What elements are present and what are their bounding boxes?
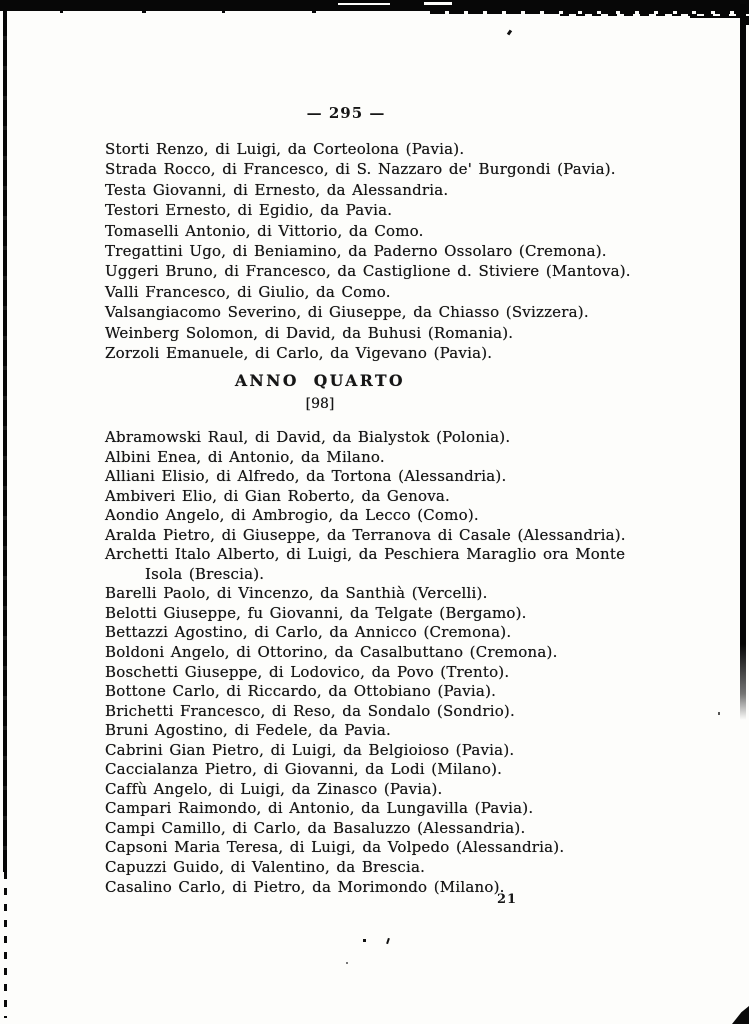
list-line: Capsoni Maria Teresa, di Luigi, da Volpedo (Alessandria). [105, 838, 565, 857]
list-line: Zorzoli Emanuele, di Carlo, da Vigevano (Pavia). [105, 344, 493, 363]
list-line: Valli Francesco, di Giulio, da Como. [105, 282, 391, 301]
list-line: Tomaselli Antonio, di Vittorio, da Como. [105, 221, 424, 240]
scan-speck [363, 939, 366, 942]
list-line: Testori Ernesto, di Egidio, da Pavia. [105, 201, 393, 220]
student-list-anno-quarto [105, 428, 626, 897]
list-line: Uggeri Bruno, di Francesco, da Castiglione d. Stiviere (Mantova). [105, 262, 631, 281]
scan-artifact-streak [338, 3, 390, 5]
scan-speck [346, 962, 348, 964]
list-line: Aralda Pietro, di Giuseppe, da Terranova di Casale (Alessandria). [105, 525, 626, 544]
list-line: Strada Rocco, di Francesco, di S. Nazzaro de' Burgondi (Pavia). [105, 160, 616, 179]
list-line-continuation: Isola (Brescia). [145, 564, 265, 583]
list-line: Caccialanza Pietro, di Giovanni, da Lodi (Milano). [105, 760, 503, 779]
scan-artifact-tick [142, 11, 146, 13]
list-line: Boldoni Angelo, di Ottorino, da Casalbuttano (Cremona). [105, 643, 558, 662]
scan-artifact-left-edge-dots [4, 872, 7, 1018]
list-line: Campi Camillo, di Carlo, da Basaluzzo (Alessandria). [105, 818, 526, 837]
list-line: Weinberg Solomon, di David, da Buhusi (Romania). [105, 323, 514, 342]
scan-artifact-top-edge [0, 0, 749, 11]
scan-artifact-tick [312, 11, 316, 13]
list-line: Bruni Agostino, di Fedele, da Pavia. [105, 721, 391, 740]
section-student-count: [98] [305, 396, 335, 412]
scan-speck [507, 30, 512, 36]
section-heading-anno-quarto: ANNO QUARTO [235, 371, 405, 390]
list-line: Alliani Elisio, di Alfredo, da Tortona (Alessandria). [105, 467, 507, 486]
list-line: Caffù Angelo, di Luigi, da Zinasco (Pavia). [105, 779, 443, 798]
list-line: Storti Renzo, di Luigi, da Corteolona (Pavia). [105, 140, 465, 158]
list-line: Archetti Italo Alberto, di Luigi, da Peschiera Maraglio ora Monte [105, 545, 626, 564]
list-line: Abramowski Raul, di David, da Bialystok (Polonia). [105, 428, 511, 446]
list-line: Albini Enea, di Antonio, da Milano. [105, 447, 385, 466]
list-line: Testa Giovanni, di Ernesto, da Alessandria. [105, 180, 449, 199]
list-line: Bettazzi Agostino, di Carlo, da Annicco (Cremona). [105, 623, 512, 642]
scan-speck [718, 712, 720, 715]
list-line: Valsangiacomo Severino, di Giuseppe, da Chiasso (Svizzera). [105, 303, 589, 322]
list-line: Brichetti Francesco, di Reso, da Sondalo (Sondrio). [105, 701, 515, 720]
scan-artifact-left-edge [3, 10, 7, 872]
list-line: Ambiveri Elio, di Gian Roberto, da Genova. [105, 486, 450, 505]
scan-artifact-right-edge [740, 4, 746, 720]
scan-artifact-tick [222, 11, 225, 13]
list-line: Bottone Carlo, di Riccardo, da Ottobiano (Pavia). [105, 682, 497, 701]
list-line: Campari Raimondo, di Antonio, da Lungavilla (Pavia). [105, 799, 534, 818]
scan-speck [386, 938, 390, 944]
student-list-previous-year [105, 139, 631, 363]
scan-artifact-streak [424, 2, 452, 5]
list-line: Casalino Carlo, di Pietro, da Morimondo (Milano). [105, 877, 505, 896]
list-line: Cabrini Gian Pietro, di Luigi, da Belgioioso (Pavia). [105, 740, 515, 759]
page-number-header: — 295 — [306, 104, 386, 122]
list-line: Barelli Paolo, di Vincenzo, da Santhià (Vercelli). [105, 584, 488, 603]
list-line: Boschetti Giuseppe, di Lodovico, da Povo (Trento). [105, 662, 510, 681]
list-line: Belotti Giuseppe, fu Giovanni, da Telgate (Bergamo). [105, 603, 527, 622]
list-line: Tregattini Ugo, di Beniamino, da Paderno Ossolaro (Cremona). [105, 242, 607, 261]
list-line: Aondio Angelo, di Ambrogio, da Lecco (Como). [105, 506, 479, 525]
scan-artifact-corner-blob [732, 1006, 749, 1024]
list-line: Capuzzi Guido, di Valentino, da Brescia. [105, 858, 426, 877]
page-number-footer: 21 [497, 892, 518, 907]
scan-artifact-tick [60, 11, 63, 13]
